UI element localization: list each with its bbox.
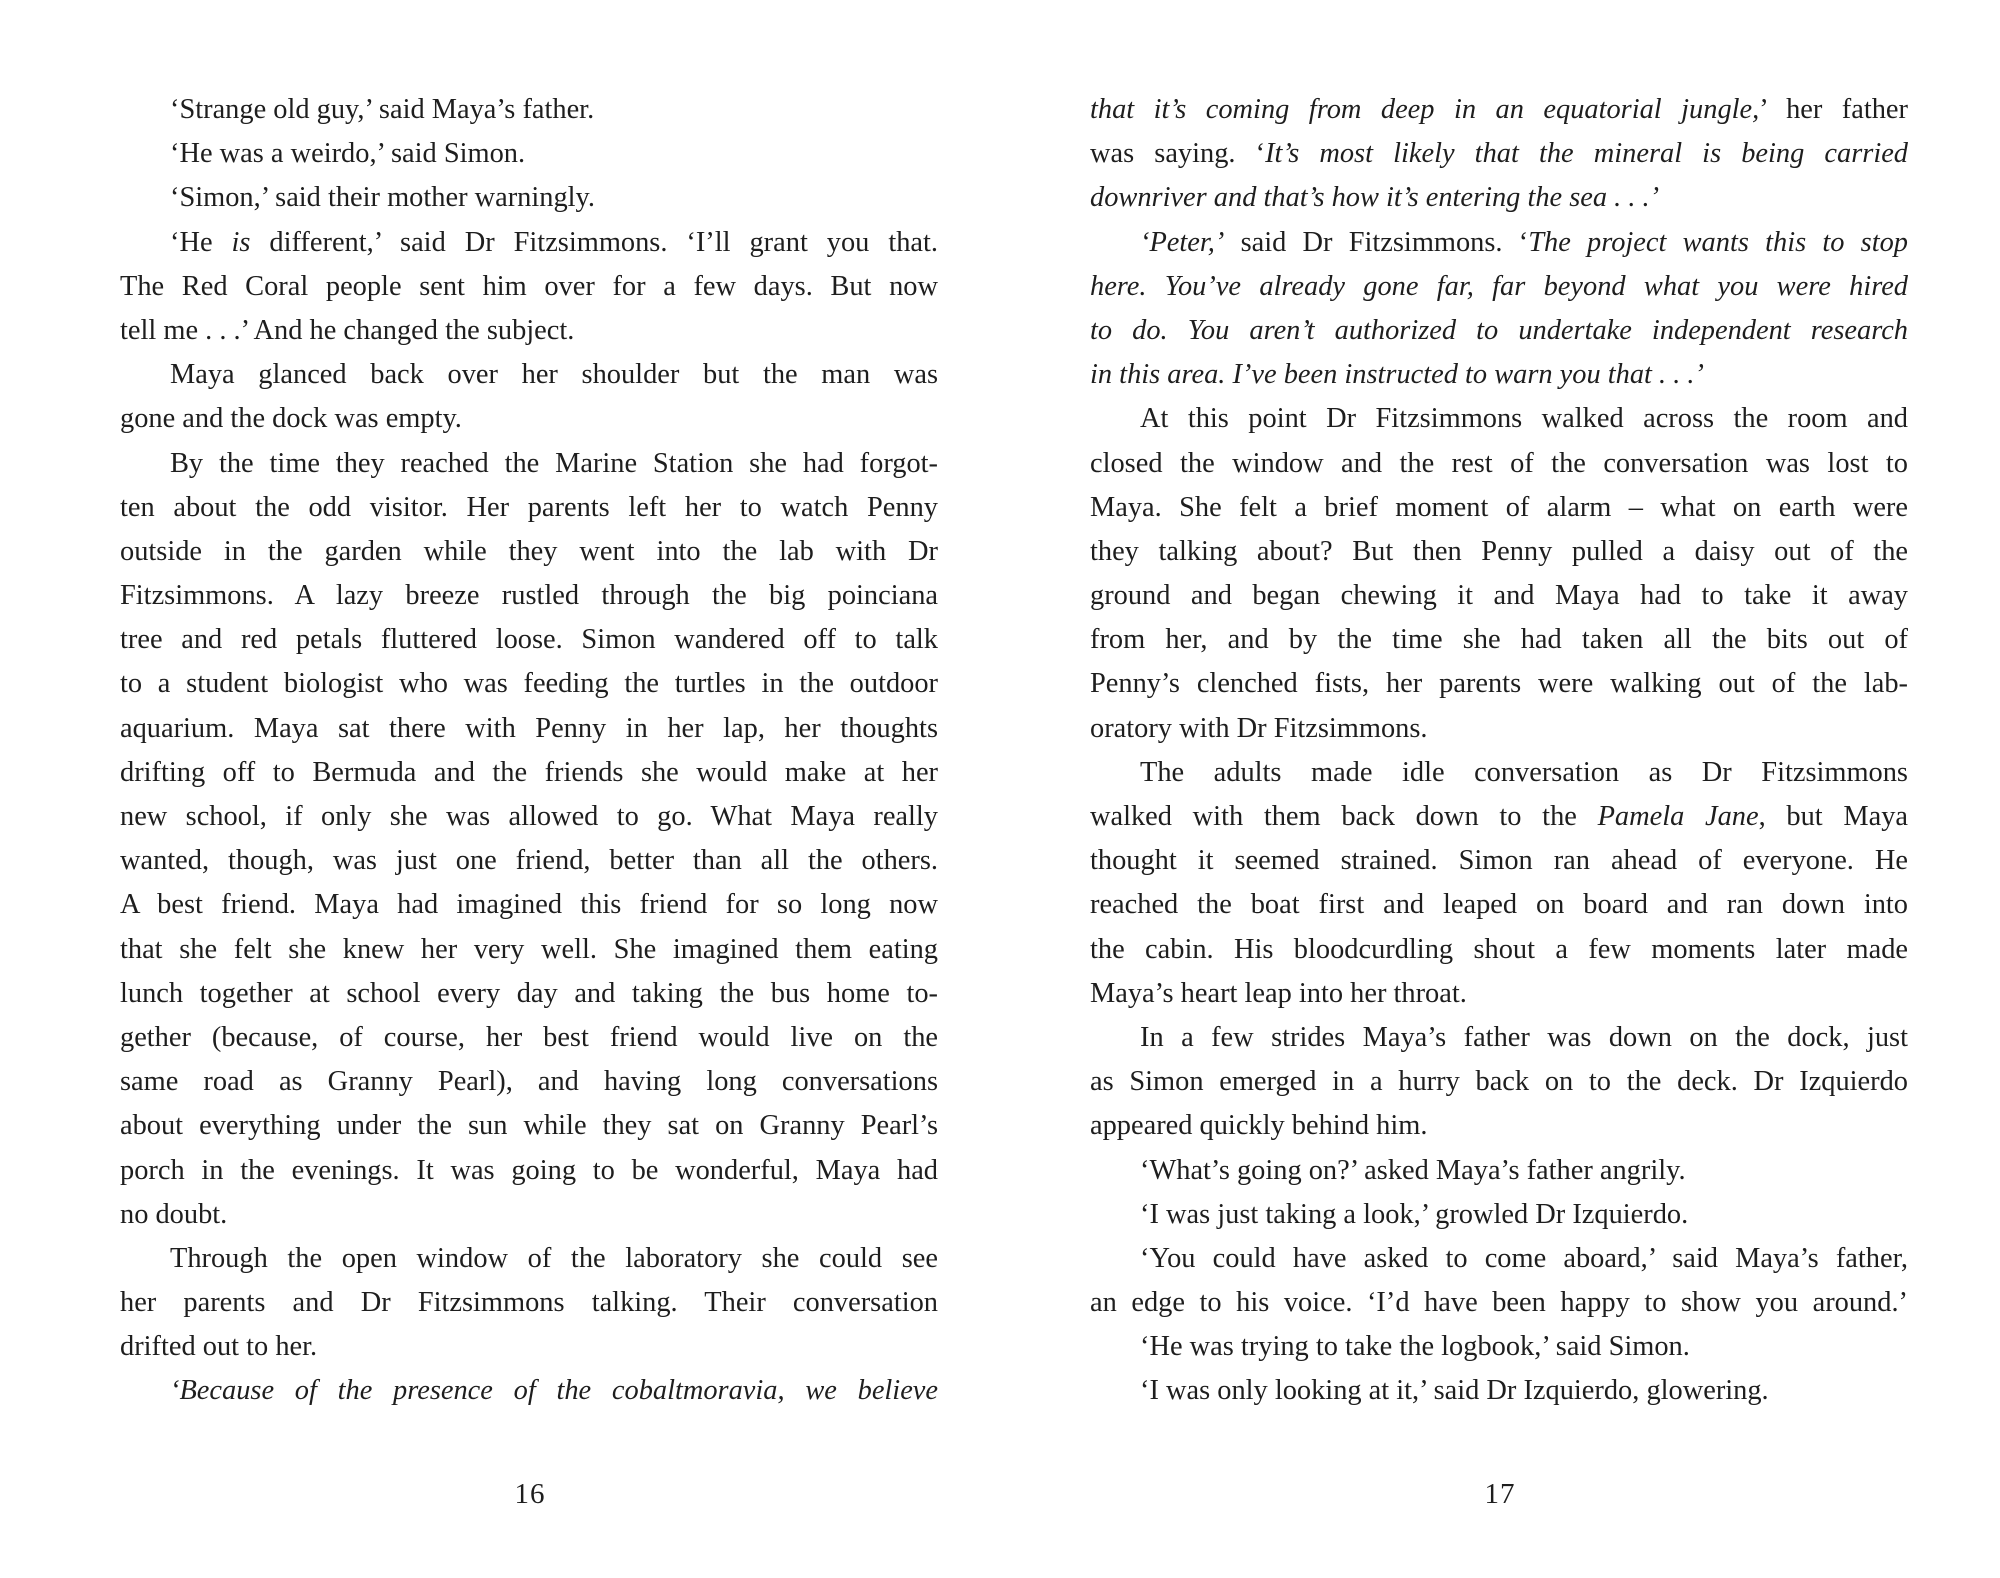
text-line [1090, 618, 1908, 662]
text-line [120, 221, 938, 265]
text-line [1090, 1149, 1908, 1193]
italic-text: in this area. I’ve been instructed to warn you that . . .’ [1090, 359, 1704, 391]
text-line [120, 1369, 938, 1413]
italic-text: The project wants this to stop [1528, 226, 1908, 258]
text-line [120, 751, 938, 795]
italic-text: It’s most likely that the mineral is being carried [1265, 138, 1908, 170]
text-line [120, 795, 938, 839]
text-line [120, 883, 938, 927]
text-line [1090, 795, 1908, 839]
text-segment: from her, and by the time she had taken all the bits out of [1090, 624, 1908, 656]
text-line [1090, 574, 1908, 618]
italic-text: that it’s coming from deep in an equatorial jungle, [1090, 94, 1760, 125]
text-segment: they talking about? But then Penny pulled a daisy out of the [1090, 535, 1908, 567]
text-line [1090, 442, 1908, 486]
text-segment: said Dr Fitzsimmons. ‘ [1224, 226, 1529, 258]
text-line [1090, 530, 1908, 574]
text-segment: the cabin. His bloodcurdling shout a few moments later made [1090, 933, 1908, 965]
text-line [1090, 1104, 1908, 1148]
text-line [120, 397, 938, 441]
text-line [120, 530, 938, 574]
text-segment: gone and the dock was empty. [120, 403, 462, 435]
italic-text: is [231, 226, 251, 258]
italic-text: Pamela Jane [1597, 801, 1759, 832]
text-segment: drifted out to her. [120, 1331, 318, 1363]
text-line [120, 1016, 938, 1060]
text-line [120, 839, 938, 883]
text-line [1090, 397, 1908, 441]
text-segment: outside in the garden while they went into the lab with Dr [120, 535, 938, 567]
text-segment: was saying. ‘ [1090, 138, 1266, 170]
text-segment: reached the boat first and leaped on board and ran down into [1090, 889, 1908, 921]
text-line [1090, 1237, 1908, 1281]
text-line [1090, 486, 1908, 530]
text-segment: By the time they reached the Marine Station she had forgot- [170, 447, 938, 479]
text-line [1090, 88, 1908, 132]
text-line [1090, 309, 1908, 353]
italic-text: to do. You aren’t authorized to undertake independent research [1090, 314, 1908, 346]
text-line [120, 662, 938, 706]
text-segment: porch in the evenings. It was going to be wonderful, Maya had [120, 1154, 938, 1186]
text-segment: walked with them back down to the [1090, 801, 1598, 832]
text-segment: ‘He [170, 226, 232, 258]
text-line [120, 442, 938, 486]
text-line [120, 265, 938, 309]
text-line [120, 1281, 938, 1325]
text-segment: At this point Dr Fitzsimmons walked across the room and [1140, 403, 1908, 435]
text-segment: thought it seemed strained. Simon ran ahead of everyone. He [1090, 845, 1908, 877]
text-segment: ‘He was trying to take the logbook,’ said Simon. [1140, 1331, 1690, 1363]
text-line [120, 1193, 938, 1237]
text-line [120, 972, 938, 1016]
text-line [1090, 1325, 1908, 1369]
text-segment: about everything under the sun while they sat on Granny Pearl’s [120, 1110, 938, 1142]
text-segment: lunch together at school every day and taking the bus home to- [120, 977, 938, 1009]
text-segment: to a student biologist who was feeding the turtles in the outdoor [120, 668, 938, 700]
text-line [1090, 1369, 1908, 1413]
text-segment: tell me . . .’ And he changed the subject. [120, 314, 575, 346]
text-segment: , but Maya [1758, 801, 1908, 832]
text-segment: appeared quickly behind him. [1090, 1110, 1428, 1142]
text-segment: tree and red petals fluttered loose. Simon wandered off to talk [120, 624, 938, 656]
text-line [1090, 353, 1908, 397]
text-segment: aquarium. Maya sat there with Penny in her lap, her thoughts [120, 712, 938, 744]
text-line [120, 1149, 938, 1193]
text-line [1090, 1016, 1908, 1060]
text-segment: ground and began chewing it and Maya had to take it away [1090, 580, 1908, 612]
text-segment: an edge to his voice. ‘I’d have been happy to show you around.’ [1090, 1287, 1908, 1319]
text-segment: ‘I was just taking a look,’ growled Dr Izquierdo. [1140, 1198, 1689, 1230]
left-page-text [120, 88, 938, 1414]
text-line [120, 1060, 938, 1104]
text-line [1090, 132, 1908, 176]
text-segment: ten about the odd visitor. Her parents left her to watch Penny [120, 491, 938, 523]
text-segment: different,’ said Dr Fitzsimmons. ‘I’ll grant you that. [250, 226, 938, 258]
text-line [120, 486, 938, 530]
text-line [1090, 839, 1908, 883]
text-line [120, 1237, 938, 1281]
text-segment: gether (because, of course, her best friend would live on the [120, 1021, 938, 1053]
text-segment: Penny’s clenched fists, her parents were walking out of the lab- [1090, 668, 1908, 700]
text-line [1090, 662, 1908, 706]
text-line [120, 309, 938, 353]
text-segment: Maya’s heart leap into her throat. [1090, 977, 1467, 1009]
text-line [120, 1325, 938, 1369]
italic-text: ‘Because of the presence of the cobaltmoravia, we believe [170, 1375, 938, 1407]
text-segment: The Red Coral people sent him over for a few days. But now [120, 270, 938, 302]
italic-text: here. You’ve already gone far, far beyond what you were hired [1090, 270, 1908, 302]
text-segment: Fitzsimmons. A lazy breeze rustled through the big poinciana [120, 580, 938, 612]
text-segment: ‘Strange old guy,’ said Maya’s father. [170, 94, 595, 125]
text-segment: ‘You could have asked to come aboard,’ said Maya’s father, [1140, 1242, 1908, 1274]
text-line [1090, 972, 1908, 1016]
text-line [1090, 1060, 1908, 1104]
text-line [1090, 1281, 1908, 1325]
text-segment: that she felt she knew her very well. She imagined them eating [120, 933, 938, 965]
text-segment: as Simon emerged in a hurry back on to the deck. Dr Izquierdo [1090, 1066, 1908, 1098]
text-segment: new school, if only she was allowed to go. What Maya really [120, 801, 938, 832]
text-segment: ‘Simon,’ said their mother warningly. [170, 182, 595, 214]
text-segment: drifting off to Bermuda and the friends she would make at her [120, 756, 938, 788]
page-number-left: 16 [514, 1478, 546, 1510]
italic-text: ‘Peter,’ [1140, 226, 1225, 258]
italic-text: downriver and that’s how it’s entering the sea . . .’ [1090, 182, 1660, 214]
text-segment: ‘I was only looking at it,’ said Dr Izquierdo, glowering. [1140, 1375, 1769, 1407]
text-line [120, 176, 938, 220]
text-segment: Maya glanced back over her shoulder but the man was [170, 359, 938, 391]
text-line [120, 618, 938, 662]
text-segment: closed the window and the rest of the conversation was lost to [1090, 447, 1908, 479]
text-line [1090, 928, 1908, 972]
text-segment: In a few strides Maya’s father was down on the dock, just [1140, 1021, 1908, 1053]
text-line [120, 132, 938, 176]
text-line [1090, 221, 1908, 265]
text-line [120, 353, 938, 397]
text-line [120, 1104, 938, 1148]
text-segment: her parents and Dr Fitzsimmons talking. Their conversation [120, 1287, 938, 1319]
text-segment: A best friend. Maya had imagined this friend for so long now [120, 889, 938, 921]
right-page-text [1090, 88, 1908, 1414]
text-line [1090, 265, 1908, 309]
text-line [120, 707, 938, 751]
text-line [1090, 751, 1908, 795]
text-line [120, 88, 938, 132]
page-number-right: 17 [1484, 1478, 1516, 1510]
text-line [1090, 707, 1908, 751]
text-segment: Maya. She felt a brief moment of alarm – what on earth were [1090, 491, 1908, 523]
text-line [1090, 1193, 1908, 1237]
text-segment: oratory with Dr Fitzsimmons. [1090, 712, 1428, 744]
text-segment: The adults made idle conversation as Dr Fitzsimmons [1140, 756, 1908, 788]
text-segment: ’ her father [1759, 94, 1908, 125]
text-line [1090, 883, 1908, 927]
text-segment: Through the open window of the laboratory she could see [170, 1242, 938, 1274]
text-segment: same road as Granny Pearl), and having long conversations [120, 1066, 938, 1098]
text-segment: wanted, though, was just one friend, better than all the others. [120, 845, 938, 877]
text-segment: ‘What’s going on?’ asked Maya’s father angrily. [1140, 1154, 1686, 1186]
text-segment: no doubt. [120, 1198, 228, 1230]
text-line [1090, 176, 1908, 220]
text-line [120, 928, 938, 972]
text-line [120, 574, 938, 618]
text-segment: ‘He was a weirdo,’ said Simon. [170, 138, 526, 170]
